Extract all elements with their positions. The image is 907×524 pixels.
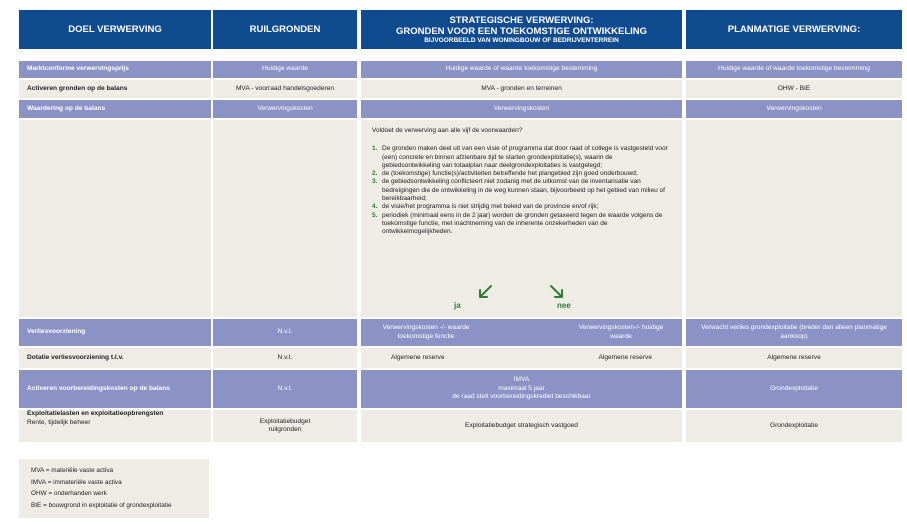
arrow-down-left-icon	[477, 284, 493, 300]
label-exploitatie	[19, 410, 211, 442]
cell-activeren-ruil: MVA - voorraad handelsgoederen	[213, 80, 357, 98]
cell-marktconform-plan: Huidige waarde of waarde toekomstige bestemming	[686, 61, 902, 78]
cell-verlies-ruil: N.v.t.	[213, 319, 357, 346]
header-strategisch-sub: BIJVOORBEELD VAN WONINGBOUW OF BEDRIJVENTERREIN	[424, 36, 619, 44]
legend-item: MVA = materiële vaste activa	[31, 467, 114, 474]
criteria-ruil-spacer	[213, 120, 357, 317]
answer-ja: ja	[454, 301, 461, 310]
criteria-item-text: de (toekomstige) functie(s)/activiteiten betreffende het plangebied zijn goed onderbouwd;	[382, 170, 638, 178]
label-activeren: Activeren gronden op de balans	[19, 80, 211, 98]
criteria-panel	[361, 120, 682, 317]
cell-dotatie-ruil: N.v.t.	[213, 348, 357, 368]
cell-marktconform-ruil: Huidige waarde	[213, 61, 357, 78]
dotatie-strat-ja: Algemene reserve	[391, 353, 445, 361]
label-waardering: Waardering op de balans	[19, 100, 211, 118]
cell-marktconform-strat: Huidige waarde of waarde toekomstige bestemming	[361, 61, 682, 78]
label-dotatie: Dotatie verliesvoorziening t.l.v.	[19, 348, 211, 368]
criteria-item-text: de visie/het programma is niet strijdig met beleid van de provincie en/of rijk;	[382, 203, 599, 211]
label-marktconform: Marktconforme verwervingsprijs	[19, 61, 211, 78]
exploitatie-ruil-line1: Exploitatiebudget	[259, 417, 311, 425]
cell-waardering-ruil: Verwervingskosten	[213, 100, 357, 118]
criteria-item-number: 3.	[372, 178, 378, 186]
cell-voorbereiding-strat	[361, 370, 682, 408]
verlies-strat-nee: Verwervingskosten-/- huidige waarde	[578, 324, 664, 340]
header-doel-verwerving	[19, 10, 211, 49]
cell-voorbereiding-plan: Grondexploitatie	[686, 370, 902, 408]
legend-item: OHW = onderhanden werk	[31, 490, 107, 497]
criteria-item-number: 4.	[372, 203, 378, 211]
cell-exploitatie-ruil	[213, 410, 357, 442]
voorbereiding-strat-line1: IMVA	[513, 376, 530, 384]
legend-item: BIE = bouwgrond in exploitatie of grondexploitatie	[31, 501, 172, 509]
criteria-item-number: 5.	[372, 211, 378, 219]
criteria-question: Voldoet de verwerving aan alle vijf de voorwaarden?	[372, 127, 523, 134]
cell-verlies-plan: Verwacht verlies grondexploitatie (breder dan alleen planmatige aankoop)	[686, 319, 902, 346]
criteria-item	[372, 170, 670, 178]
legend-box	[19, 459, 209, 518]
header-ruilgronden	[213, 10, 357, 49]
criteria-item-text: de gebiedsontwikkeling conflicteert niet zodanig met de uitkomst van de inventarisatie van bedreigingen die de ontwikkeling in de weg kunnen staan, bijvoorbeeld op het gebied van milieu of bereikbaarheid;	[382, 178, 665, 203]
criteria-item	[372, 145, 670, 170]
label-voorbereiding: Activeren voorbereidingskosten op de balans	[19, 370, 211, 408]
cell-voorbereiding-ruil: N.v.t.	[213, 370, 357, 408]
criteria-list	[372, 145, 670, 236]
verlies-strat-ja: Verwervingskosten -/- waarde toekomstige functie	[382, 324, 470, 340]
header-strategisch-line1: STRATEGISCHE VERWERVING:	[449, 14, 594, 26]
criteria-item-number: 1.	[372, 145, 378, 153]
criteria-item	[372, 178, 670, 203]
criteria-item-text: De gronden maken deel uit van een visie of programma dat door raad of college is vastgesteld voor (een) concrete en binnen afzienbare tijd te starten grondexploitatie(s), waarin de gebiedsontwikkeling van totaalplan naar deelgrondexploitaties is vastgelegd;	[382, 145, 668, 169]
answer-nee: nee	[557, 301, 571, 310]
header-planmatige-verwerving	[686, 10, 902, 49]
criteria-item-number: 2.	[372, 170, 378, 178]
criteria-item	[372, 203, 670, 211]
voorbereiding-strat-line2: maximaal 5 jaar	[498, 384, 545, 392]
exploitatie-ruil-line2: ruilgronden	[268, 426, 302, 433]
cell-waardering-strat: Verwervingskosten	[361, 100, 682, 118]
header-doel-title: DOEL VERWERVING	[68, 24, 162, 35]
cell-exploitatie-strat: Exploitatiebudget strategisch vastgoed	[361, 410, 682, 442]
header-ruilgronden-title: RUILGRONDEN	[249, 24, 321, 35]
cell-dotatie-plan: Algemene reserve	[686, 348, 902, 368]
criteria-item-text: periodiek (minimaal eens in de 2 jaar) worden de gronden getaxeerd tegen de waarde volgens de toekomstige functie, met inachtneming van de inherente onzekerheden van de ontwikkelmogelijkheden.	[382, 211, 663, 236]
legend-item: IMVA = immateriële vaste activa	[31, 478, 122, 486]
cell-verlies-strat	[361, 319, 682, 346]
dotatie-strat-nee: Algemene reserve	[598, 353, 652, 361]
header-strategische-verwerving	[361, 10, 682, 49]
cell-activeren-strat: MVA - gronden en terreinen	[361, 80, 682, 98]
criteria-plan-spacer	[686, 120, 902, 317]
cell-exploitatie-plan: Grondexploitatie	[686, 410, 902, 442]
cell-dotatie-strat	[361, 348, 682, 368]
arrow-down-right-icon	[549, 284, 565, 300]
label-verlies: Verliesvoorziening	[19, 319, 211, 346]
exploitatie-label-sub: Rente, tijdelijk beheer	[27, 418, 91, 426]
header-strategisch-line2: GRONDEN VOOR EEN TOEKOMSTIGE ONTWIKKELING	[395, 25, 648, 37]
criteria-label-spacer	[19, 120, 211, 317]
header-planmatig-title: PLANMATIGE VERWERVING:	[727, 24, 861, 35]
criteria-item	[372, 212, 670, 237]
exploitatie-label-main: Exploitatielasten en exploitatieopbrengsten	[27, 410, 164, 417]
cell-waardering-plan: Verwervingskosten	[686, 100, 902, 118]
cell-activeren-plan: OHW - BIE	[686, 80, 902, 98]
voorbereiding-strat-line3: de raad stelt voorbereidingskrediet beschikbaar	[452, 393, 591, 401]
